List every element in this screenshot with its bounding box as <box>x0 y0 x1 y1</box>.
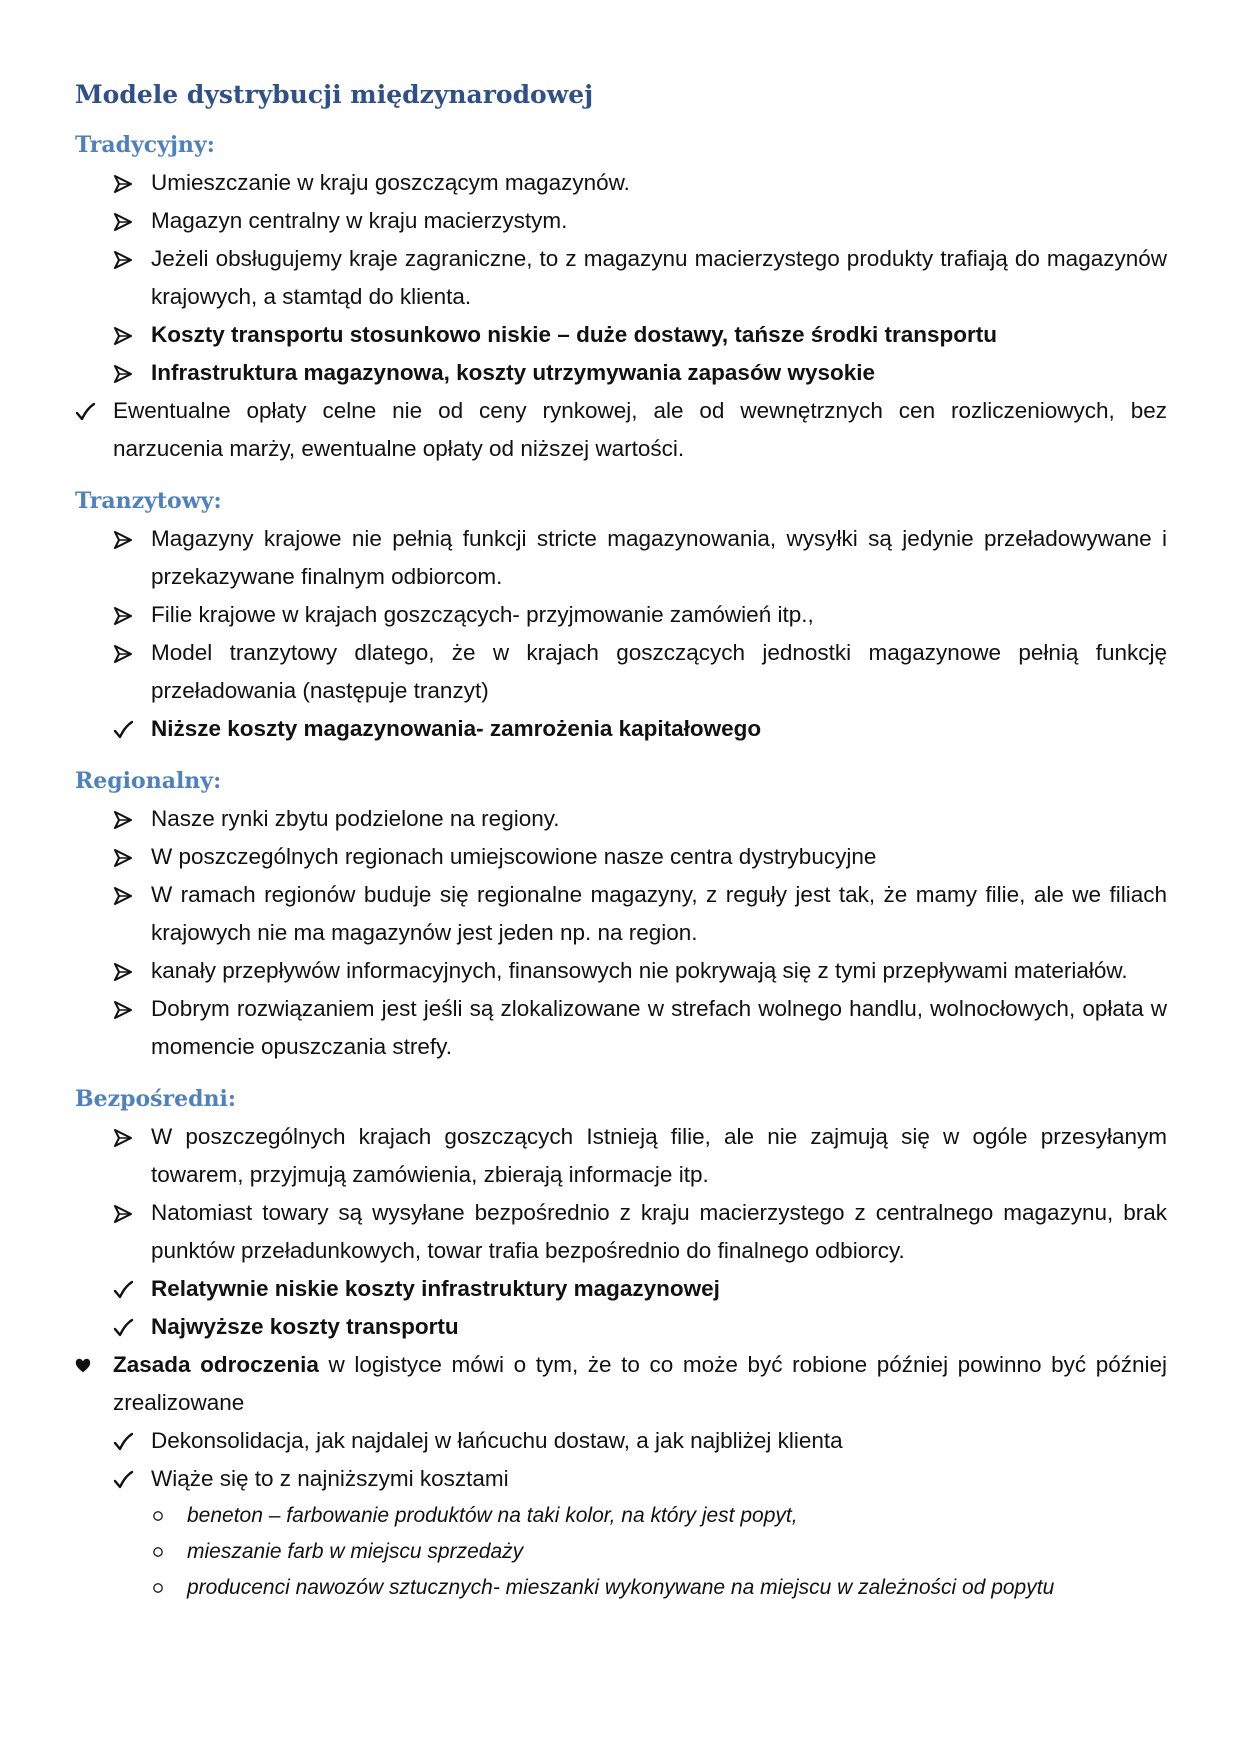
section-heading: Tranzytowy: <box>75 488 222 514</box>
circle-bullet-icon <box>151 1534 165 1570</box>
arrow-bullet-icon <box>113 240 133 278</box>
circle-bullet-icon <box>151 1570 165 1606</box>
bullet-list <box>75 1118 1167 1346</box>
list-item: Nasze rynki zbytu podzielone na regiony. <box>75 800 1167 838</box>
list-item: W ramach regionów buduje się regionalne magazyny, z reguły jest tak, że mamy filie, ale we filiach krajowych nie ma magazynów jest jeden np. na region. <box>75 876 1167 952</box>
principle-description: w logistyce mówi o tym, że to co może być robione później powinno być później zrealizowane <box>113 1352 1167 1415</box>
check-bullet-icon <box>113 1422 133 1460</box>
list-item: Najwyższe koszty transportu <box>75 1308 1167 1346</box>
check-bullet-icon <box>75 392 95 430</box>
list-item: W poszczególnych regionach umiejscowione nasze centra dystrybucyjne <box>75 838 1167 876</box>
heart-bullet-icon <box>75 1346 91 1384</box>
check-bullet-icon <box>113 1308 133 1346</box>
principle-term: Zasada odroczenia <box>113 1352 319 1377</box>
section-heading: Bezpośredni: <box>75 1086 236 1112</box>
section-heading: Regionalny: <box>75 768 222 794</box>
list-item <box>75 1346 1167 1422</box>
list-item: Umieszczanie w kraju goszczącym magazynów. <box>75 164 1167 202</box>
arrow-bullet-icon <box>113 800 133 838</box>
check-bullet-icon <box>113 1460 133 1498</box>
section-tradycyjny <box>75 130 1167 468</box>
list-item: Natomiast towary są wysyłane bezpośrednio z kraju macierzystego z centralnego magazynu, brak punktów przeładunkowych, towar trafia bezpośrednio do finalnego odbiorcy. <box>75 1194 1167 1270</box>
arrow-bullet-icon <box>113 316 133 354</box>
list-item: Filie krajowe w krajach goszczących- przyjmowanie zamówień itp., <box>75 596 1167 634</box>
arrow-bullet-icon <box>113 876 133 914</box>
check-bullet-icon <box>113 710 133 748</box>
section-regionalny <box>75 766 1167 1066</box>
example-item: beneton – farbowanie produktów na taki kolor, na który jest popyt, <box>75 1498 1167 1534</box>
arrow-bullet-icon <box>113 520 133 558</box>
arrow-bullet-icon <box>113 202 133 240</box>
check-bullet-icon <box>113 1270 133 1308</box>
arrow-bullet-icon <box>113 596 133 634</box>
bullet-list <box>75 164 1167 468</box>
arrow-bullet-icon <box>113 952 133 990</box>
document-page <box>75 70 1167 1606</box>
list-item: Model tranzytowy dlatego, że w krajach goszczących jednostki magazynowe pełnią funkcję przeładowania (następuje tranzyt) <box>75 634 1167 710</box>
list-item: Dobrym rozwiązaniem jest jeśli są zlokalizowane w strefach wolnego handlu, wolnocłowych, opłata w momencie opuszczania strefy. <box>75 990 1167 1066</box>
arrow-bullet-icon <box>113 354 133 392</box>
arrow-bullet-icon <box>113 634 133 672</box>
arrow-bullet-icon <box>113 990 133 1028</box>
section-tranzytowy <box>75 486 1167 748</box>
example-item: producenci nawozów sztucznych- mieszanki wykonywane na miejscu w zależności od popytu <box>75 1570 1167 1606</box>
list-item: kanały przepływów informacyjnych, finansowych nie pokrywają się z tymi przepływami materiałów. <box>75 952 1167 990</box>
list-item: Infrastruktura magazynowa, koszty utrzymywania zapasów wysokie <box>75 354 1167 392</box>
list-item: Ewentualne opłaty celne nie od ceny rynkowej, ale od wewnętrznych cen rozliczeniowych, bez narzucenia marży, ewentualne opłaty od niższej wartości. <box>75 392 1167 468</box>
list-item: W poszczególnych krajach goszczących Istnieją filie, ale nie zajmują się w ogóle przesyłanym towarem, przyjmują zamówienia, zbierają informacje itp. <box>75 1118 1167 1194</box>
section-zasada-odroczenia <box>75 1346 1167 1606</box>
list-item: Jeżeli obsługujemy kraje zagraniczne, to z magazynu macierzystego produkty trafiają do magazynów krajowych, a stamtąd do klienta. <box>75 240 1167 316</box>
list-item: Wiąże się to z najniższymi kosztami <box>75 1460 1167 1498</box>
list-item: Dekonsolidacja, jak najdalej w łańcuchu dostaw, a jak najbliżej klienta <box>75 1422 1167 1460</box>
section-bezposredni <box>75 1084 1167 1346</box>
arrow-bullet-icon <box>113 1118 133 1156</box>
list-item: Magazyny krajowe nie pełnią funkcji stricte magazynowania, wysyłki są jedynie przeładowywane i przekazywane finalnym odbiorcom. <box>75 520 1167 596</box>
bullet-list <box>75 520 1167 748</box>
section-heading: Tradycyjny: <box>75 132 215 158</box>
list-item: Koszty transportu stosunkowo niskie – duże dostawy, tańsze środki transportu <box>75 316 1167 354</box>
list-item: Relatywnie niskie koszty infrastruktury magazynowej <box>75 1270 1167 1308</box>
bullet-list <box>75 1346 1167 1606</box>
list-item: Magazyn centralny w kraju macierzystym. <box>75 202 1167 240</box>
arrow-bullet-icon <box>113 1194 133 1232</box>
circle-bullet-icon <box>151 1498 165 1534</box>
list-item: Niższe koszty magazynowania- zamrożenia kapitałowego <box>75 710 1167 748</box>
arrow-bullet-icon <box>113 164 133 202</box>
example-item: mieszanie farb w miejscu sprzedaży <box>75 1534 1167 1570</box>
bullet-list <box>75 800 1167 1066</box>
document-title: Modele dystrybucji międzynarodowej <box>75 80 594 109</box>
arrow-bullet-icon <box>113 838 133 876</box>
